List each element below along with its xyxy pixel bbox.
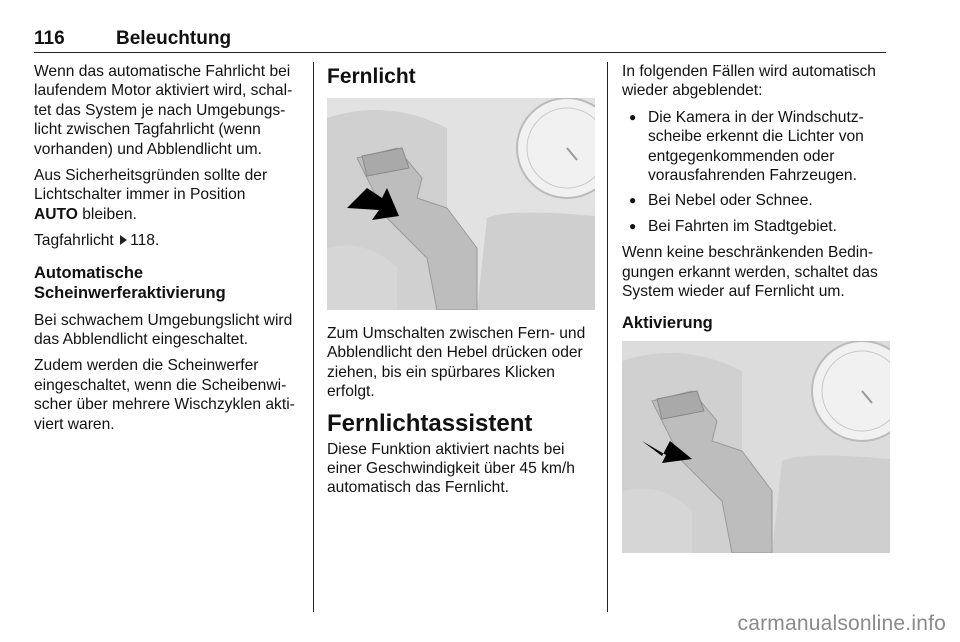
paragraph: In folgenden Fällen wird automatisch wieder abgeblendet:	[622, 63, 876, 100]
paragraph: Wenn das automatische Fahrlicht bei laufendem Motor aktiviert wird, schal-tet das System je nach Umgebungs-licht zwischen Tagfahrlicht (wenn vorhanden) und Abblendlicht um.	[34, 63, 293, 158]
page-number: 116	[34, 28, 65, 49]
paragraph-text: bleiben.	[82, 205, 137, 223]
page-header	[34, 26, 886, 53]
list-item: ● Bei Nebel oder Schnee.	[622, 191, 890, 210]
paragraph-text: Aus Sicherheitsgründen sollte der Lichtschalter immer in Position	[34, 167, 268, 204]
column-left	[34, 62, 302, 441]
column-right	[622, 62, 890, 567]
xref-label: Tagfahrlicht	[34, 232, 114, 250]
column-divider	[313, 62, 314, 612]
cross-reference[interactable]	[34, 231, 302, 250]
paragraph	[34, 166, 302, 224]
bullet-list	[622, 108, 890, 236]
figure-caption: Zum Umschalten zwischen Fern- und Abblendlicht den Hebel drücken oder ziehen, bis ein spürbares Klicken erfolgt.	[327, 325, 586, 401]
list-item: ● Bei Fahrten im Stadtgebiet.	[622, 217, 890, 236]
section-heading: Fernlichtassistent	[327, 409, 533, 437]
section-heading: Aktivierung	[622, 314, 713, 333]
chapter-title: Beleuchtung	[116, 28, 232, 49]
watermark: carmanualsonline.info	[737, 612, 946, 635]
column-divider	[607, 62, 608, 612]
column-middle	[327, 62, 595, 505]
reference-arrow-icon	[120, 235, 127, 245]
paragraph: Bei schwachem Umgebungslicht wird das Abblendlicht eingeschaltet.	[34, 311, 293, 349]
auto-position-label: AUTO	[34, 205, 78, 223]
paragraph: Zudem werden die Scheinwerfer eingeschaltet, wenn die Scheibenwi-scher über mehrere Wischzyklen akti-viert waren.	[34, 357, 295, 433]
section-heading: Automatische Scheinwerferaktivierung	[34, 263, 226, 302]
section-heading: Fernlicht	[327, 65, 416, 88]
list-item: ● Die Kamera in der Windschutz-scheibe erkennt die Lichter von entgegenkommenden oder vorausfahrenden Fahrzeugen.	[622, 108, 890, 186]
paragraph: Diese Funktion aktiviert nachts bei einer Geschwindigkeit über 45 km/h automatisch das Fernlicht.	[327, 440, 575, 497]
paragraph: Wenn keine beschränkenden Bedin-gungen erkannt werden, schaltet das System wieder auf Fernlicht um.	[622, 244, 878, 301]
high-beam-lever-figure	[327, 98, 595, 310]
xref-page: 118.	[130, 232, 160, 250]
activation-lever-figure	[622, 341, 890, 553]
